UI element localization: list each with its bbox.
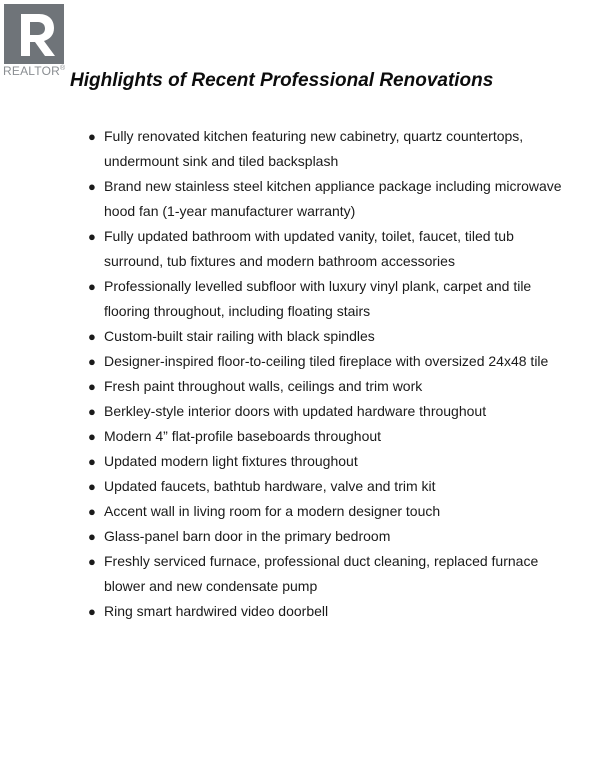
renovation-item — [88, 549, 574, 599]
realtor-wordmark: REALTOR — [3, 64, 60, 78]
renovation-item — [88, 349, 574, 374]
bullet-icon: ● — [88, 454, 96, 469]
renovation-item-text: Updated modern light fixtures throughout — [104, 453, 358, 469]
renovation-item — [88, 399, 574, 424]
renovation-item — [88, 474, 574, 499]
bullet-icon: ● — [88, 279, 96, 294]
bullet-icon: ● — [88, 429, 96, 444]
registered-mark: ® — [59, 65, 66, 72]
renovation-item — [88, 499, 574, 524]
realtor-logo-text — [3, 64, 65, 78]
renovation-item-text: Fully renovated kitchen featuring new cabinetry, quartz countertops, undermount sink and tiled backsplash — [104, 128, 524, 169]
bullet-icon: ● — [88, 179, 96, 194]
renovation-item-text: Freshly serviced furnace, professional duct cleaning, replaced furnace blower and new condensate pump — [104, 553, 539, 594]
bullet-icon: ● — [88, 479, 96, 494]
bullet-icon: ● — [88, 329, 96, 344]
renovation-item — [88, 274, 574, 324]
bullet-icon: ● — [88, 129, 96, 144]
bullet-icon: ● — [88, 554, 96, 569]
renovation-item — [88, 324, 574, 349]
bullet-icon: ● — [88, 604, 96, 619]
renovation-item — [88, 449, 574, 474]
renovation-item-text: Modern 4” flat-profile baseboards throughout — [104, 428, 382, 444]
renovation-item-text: Fresh paint throughout walls, ceilings and trim work — [104, 378, 423, 394]
bullet-icon: ● — [88, 504, 96, 519]
bullet-icon: ● — [88, 404, 96, 419]
renovation-list — [88, 124, 574, 624]
bullet-icon: ● — [88, 379, 96, 394]
renovation-item — [88, 224, 574, 274]
realtor-r-logo-icon — [4, 4, 64, 64]
renovation-item-text: Ring smart hardwired video doorbell — [104, 603, 329, 619]
renovation-item-text: Updated faucets, bathtub hardware, valve and trim kit — [104, 478, 436, 494]
renovation-item-text: Professionally levelled subfloor with luxury vinyl plank, carpet and tile flooring throughout, including floating stairs — [104, 278, 532, 319]
renovation-item — [88, 174, 574, 224]
renovation-item-text: Fully updated bathroom with updated vanity, toilet, faucet, tiled tub surround, tub fixtures and modern bathroom accessories — [104, 228, 514, 269]
renovation-item — [88, 424, 574, 449]
renovation-item — [88, 124, 574, 174]
page-title: Highlights of Recent Professional Renovations — [70, 70, 494, 91]
renovation-item — [88, 374, 574, 399]
renovation-item-text: Designer-inspired floor-to-ceiling tiled fireplace with oversized 24x48 tile — [104, 353, 549, 369]
bullet-icon: ● — [88, 354, 96, 369]
bullet-icon: ● — [88, 529, 96, 544]
renovation-item-text: Brand new stainless steel kitchen appliance package including microwave hood fan (1-year manufacturer warranty) — [104, 178, 562, 219]
renovation-item-text: Accent wall in living room for a modern designer touch — [104, 503, 441, 519]
renovation-item-text: Glass-panel barn door in the primary bedroom — [104, 528, 391, 544]
renovation-item-text: Custom-built stair railing with black spindles — [104, 328, 375, 344]
renovation-item — [88, 524, 574, 549]
renovation-item-text: Berkley-style interior doors with updated hardware throughout — [104, 403, 487, 419]
bullet-icon: ● — [88, 229, 96, 244]
renovation-item — [88, 599, 574, 624]
realtor-logo-icon — [4, 4, 64, 64]
